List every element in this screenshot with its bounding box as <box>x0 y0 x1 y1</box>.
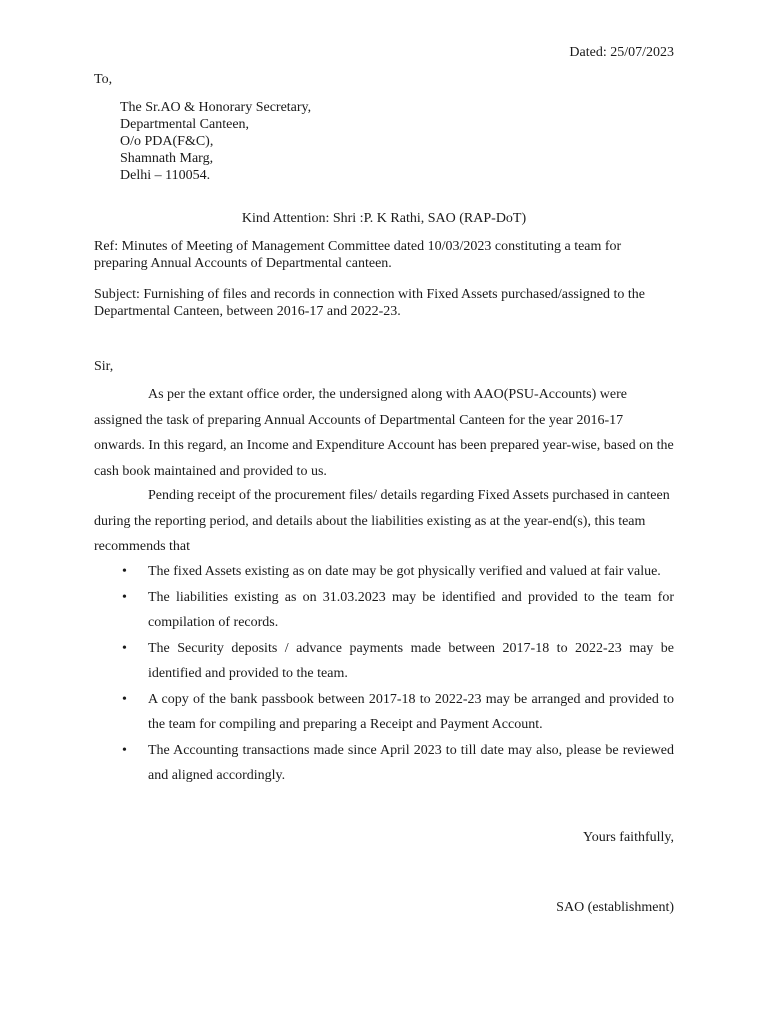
list-item <box>94 636 674 687</box>
signatory: SAO (establishment) <box>556 900 674 915</box>
bullet-icon: • <box>122 742 127 758</box>
bullet-icon: • <box>122 640 127 656</box>
closing-line: Yours faithfully, <box>582 830 674 845</box>
body-paragraph-2: Pending receipt of the procurement files/ details regarding Fixed Assets purchased in canteen during the reporting period, and details about the liabilities existing as at the year-end(s), this team recommends that <box>94 488 670 554</box>
list-item <box>94 585 674 636</box>
recipient-address <box>120 99 311 184</box>
list-item-text: The fixed Assets existing as on date may be got physically verified and valued at fair value. <box>148 564 661 579</box>
salutation: Sir, <box>94 359 114 374</box>
date-line: Dated: 25/07/2023 <box>569 45 674 60</box>
recommendations-list <box>94 559 674 789</box>
list-item-text: The Accounting transactions made since April 2023 to till date may also, please be reviewed and aligned accordingly. <box>148 742 674 783</box>
subject-line: Subject: Furnishing of files and records in connection with Fixed Assets purchased/assigned to the Departmental Canteen, between 2016-17 and 2022-23. <box>94 287 645 319</box>
bullet-icon: • <box>122 589 127 605</box>
kind-attention: Kind Attention: Shri :P. K Rathi, SAO (RAP-DoT) <box>241 211 527 226</box>
list-item <box>94 738 674 789</box>
body-paragraph-1: As per the extant office order, the undersigned along with AAO(PSU-Accounts) were assigned the task of preparing Annual Accounts of Departmental Canteen for the year 2016-17 onwards. In this regard, an Income and Expenditure Account has been prepared year-wise, based on the cash book maintained and provided to us. <box>94 387 674 479</box>
address-line: Delhi – 110054. <box>120 168 211 183</box>
to-line: To, <box>94 72 113 87</box>
list-item-text: A copy of the bank passbook between 2017-18 to 2022-23 may be arranged and provided to the team for compiling and preparing a Receipt and Payment Account. <box>148 691 674 732</box>
reference-line: Ref: Minutes of Meeting of Management Committee dated 10/03/2023 constituting a team for preparing Annual Accounts of Departmental canteen. <box>94 239 622 271</box>
address-line: O/o PDA(F&C), <box>120 134 214 149</box>
address-line: The Sr.AO & Honorary Secretary, <box>120 100 312 115</box>
list-item-text: The Security deposits / advance payments made between 2017-18 to 2022-23 may be identified and provided to the team. <box>148 640 674 681</box>
bullet-icon: • <box>122 691 127 707</box>
list-item <box>94 687 674 738</box>
address-line: Departmental Canteen, <box>120 117 250 132</box>
address-line: Shamnath Marg, <box>120 151 214 166</box>
list-item <box>94 559 674 585</box>
bullet-icon: • <box>122 564 127 579</box>
list-item-text: The liabilities existing as on 31.03.2023 may be identified and provided to the team for compilation of records. <box>148 589 674 630</box>
